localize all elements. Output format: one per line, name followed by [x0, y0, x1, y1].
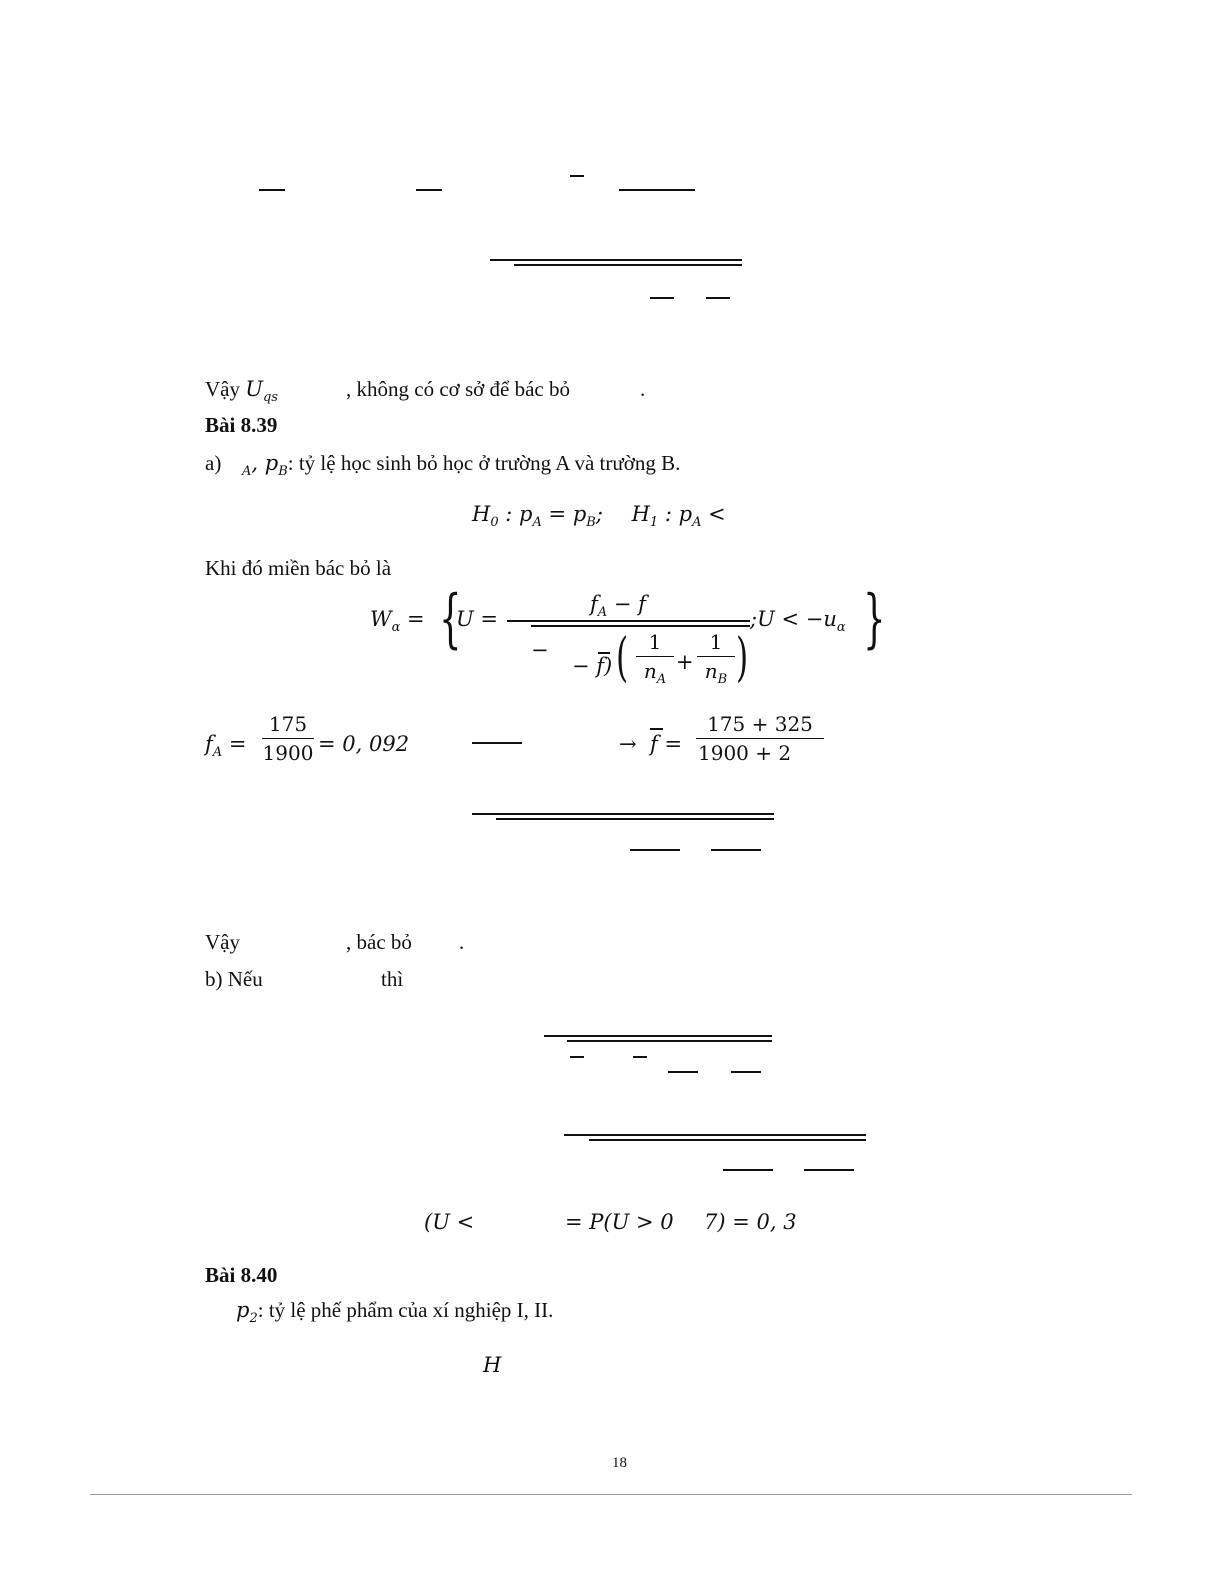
fbar-fraction — [696, 712, 824, 765]
h0-semicolon: ; — [595, 502, 603, 526]
sqrt-rule — [564, 1134, 866, 1136]
page-number: 18 — [612, 1455, 627, 1471]
fa-numerator: 175 — [268, 712, 308, 736]
w-equals: = — [400, 607, 425, 631]
one-over-nb — [697, 630, 735, 687]
p2-text: : tỷ lệ phế phẩm của xí nghiệp I, II. — [257, 1298, 554, 1322]
frac-one-a: 1 — [648, 630, 662, 654]
right-brace: } — [863, 582, 886, 656]
h1-symbol: H — [631, 502, 650, 526]
frac-nb-subscript: B — [717, 672, 728, 687]
numerator-minus-f: − f — [607, 592, 646, 616]
fa-fraction — [262, 712, 314, 765]
frac-n-b: n — [704, 659, 718, 683]
p2-definition — [236, 1298, 553, 1326]
conclusion2-vay: Vậy — [205, 930, 240, 954]
conclusion-rest: , không có cơ sở để bác bỏ — [346, 377, 570, 401]
h0-pa-subscript: A — [532, 515, 542, 531]
h1-subscript: 1 — [649, 515, 659, 531]
fbar-overline — [650, 728, 663, 730]
left-brace: { — [439, 582, 462, 656]
h0-equals: = p — [541, 502, 587, 526]
part-a-text: : tỷ lệ học sinh bỏ học ở trường A và trường B. — [287, 451, 681, 475]
denominator-minus-fbar: − f) — [572, 654, 613, 678]
left-paren: ( — [616, 628, 629, 688]
frac-n-a: n — [643, 659, 657, 683]
p2-subscript: 2 — [249, 1311, 258, 1327]
main-fraction-bar — [507, 620, 750, 622]
hypotheses — [472, 502, 726, 530]
formula-rule — [650, 297, 674, 299]
h0-colon: : p — [498, 502, 533, 526]
sqrt-rule — [531, 625, 750, 627]
sqrt-rule — [490, 259, 742, 261]
formula-rule — [804, 1169, 854, 1171]
formula-rule — [570, 175, 584, 177]
region-condition — [750, 607, 846, 635]
h-symbol: H — [483, 1353, 502, 1377]
footer-divider — [90, 1494, 1132, 1495]
numerator-fa-f — [590, 592, 646, 620]
region-condition-subscript: α — [836, 620, 846, 636]
w-subscript: α — [391, 620, 401, 636]
sqrt-rule — [567, 1040, 772, 1042]
fbar-denominator: 1900 + 2 — [698, 741, 792, 765]
u-symbol: U — [245, 377, 263, 401]
conclusion2-dot: . — [459, 930, 465, 954]
sqrt-rule — [589, 1139, 866, 1141]
pb-symbol: , p — [251, 451, 279, 475]
pb-subscript: B — [278, 464, 288, 480]
denominator-dash: − — [531, 638, 549, 662]
right-paren: ) — [736, 628, 749, 688]
formula-rule — [731, 1071, 761, 1073]
formula-rule — [723, 1169, 773, 1171]
h1-colon: : p — [658, 502, 693, 526]
formula-rule — [706, 297, 730, 299]
sqrt-rule — [472, 813, 774, 815]
fa-symbol: f — [205, 732, 213, 756]
fa-equals: = — [222, 732, 247, 756]
conclusion-line — [205, 377, 278, 405]
probability-open: (U < — [424, 1210, 475, 1234]
h0-pb-subscript: B — [586, 515, 596, 531]
rejection-region-intro: Khi đó miền bác bỏ là — [205, 556, 392, 580]
sqrt-rule — [514, 264, 742, 266]
probability-mid: = P(U > 0 — [565, 1210, 674, 1234]
plus-sign: + — [676, 650, 694, 674]
formula-rule — [472, 742, 522, 744]
part-b-then: thì — [381, 967, 404, 991]
p2-symbol: p — [236, 1298, 250, 1322]
formula-rule — [630, 849, 680, 851]
formula-rule — [668, 1071, 698, 1073]
conclusion-vay: Vậy — [205, 377, 240, 401]
one-over-na — [636, 630, 674, 687]
part-a-definition — [242, 451, 680, 479]
formula-rule — [619, 189, 695, 191]
h1-less-than: < — [701, 502, 726, 526]
exercise-title-839: Bài 8.39 — [205, 413, 278, 437]
w-alpha — [370, 607, 425, 635]
part-a-label: a) — [205, 451, 222, 475]
formula-rule — [416, 189, 442, 191]
fbar-equals: f = — [650, 732, 683, 756]
probability-end: 7) = 0, 3 — [704, 1210, 797, 1234]
numerator-fa: f — [590, 592, 598, 616]
fa-denominator: 1900 — [262, 741, 314, 765]
frac-na-subscript: A — [656, 672, 667, 687]
conclusion2-reject: , bác bỏ — [346, 930, 412, 954]
u-subscript: qs — [262, 390, 278, 406]
formula-rule — [570, 1056, 584, 1058]
formula-rule — [259, 189, 285, 191]
numerator-fa-subscript: A — [597, 605, 608, 621]
fa-lhs — [205, 732, 246, 760]
arrow: → — [619, 732, 637, 756]
frac-one-b: 1 — [709, 630, 723, 654]
fbar-numerator: 175 + 325 — [707, 712, 813, 736]
formula-rule — [633, 1056, 647, 1058]
fa-value: = 0, 092 — [318, 732, 410, 756]
fa-subscript: A — [212, 745, 223, 761]
exercise-title-840: Bài 8.40 — [205, 1263, 278, 1287]
part-b-if: b) Nếu — [205, 967, 263, 991]
pa-subscript: A — [242, 464, 252, 480]
w-symbol: W — [370, 607, 392, 631]
sqrt-rule — [496, 818, 774, 820]
formula-rule — [711, 849, 761, 851]
sqrt-rule — [544, 1035, 772, 1037]
h0-subscript: 0 — [490, 515, 499, 531]
u-equals: U = — [456, 607, 498, 631]
fbar-overline — [598, 652, 610, 654]
h1-pa-subscript: A — [692, 515, 702, 531]
region-condition-text: ;U < −u — [750, 607, 837, 631]
conclusion-dot: . — [640, 377, 646, 401]
h0-symbol: H — [472, 502, 491, 526]
